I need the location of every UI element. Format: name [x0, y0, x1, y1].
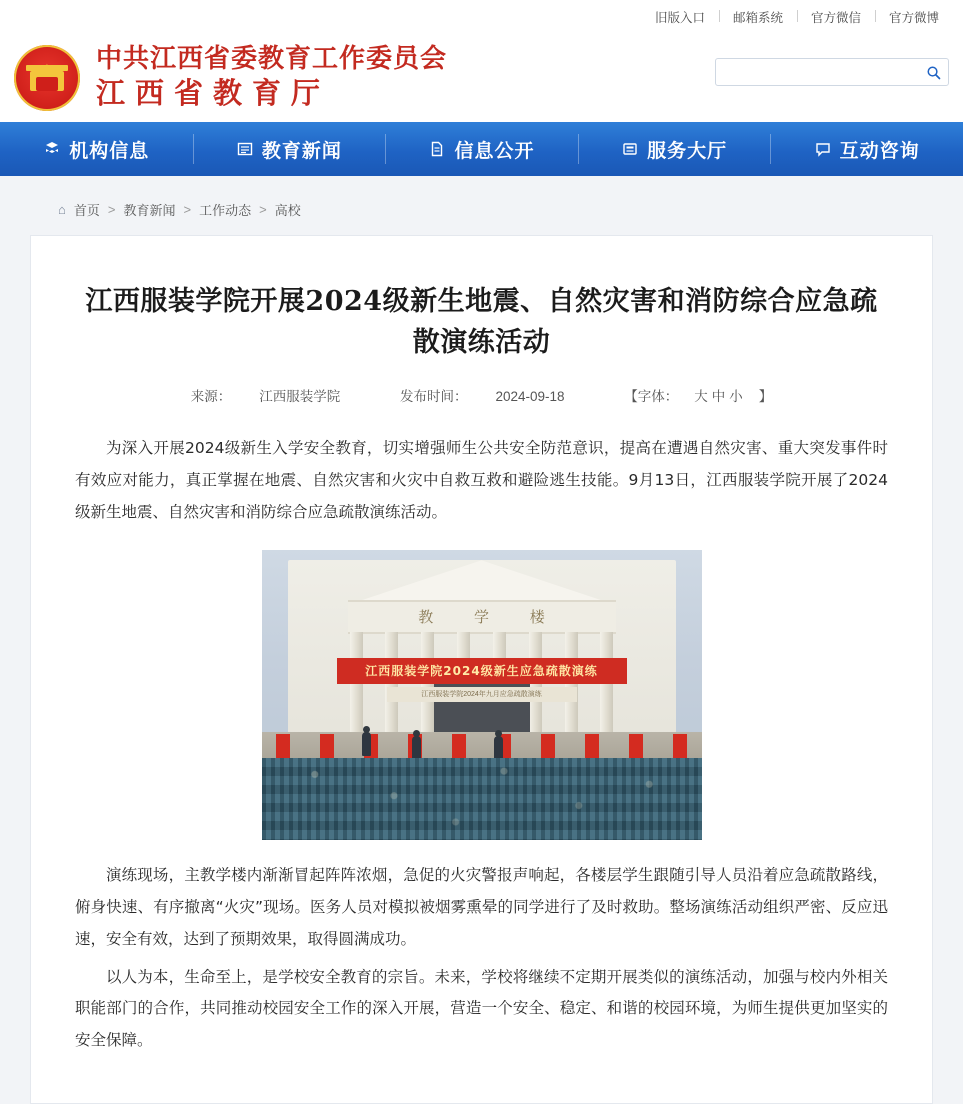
- article-paragraph: 为深入开展2024级新生入学安全教育，切实增强师生公共安全防范意识，提高在遭遇自然灾害、重大突发事件时有效应对能力，真正掌握在地震、自然灾害和火灾中自救互救和避险逃生技能。9月13日，江西服装学院开展了2024级新生地震、自然灾害和消防综合应急疏散演练活动。: [75, 439, 888, 521]
- article-container: [30, 235, 933, 1104]
- main-navigation: [0, 122, 963, 176]
- site-title-secondary: 江西省教育厅: [96, 76, 331, 111]
- breadcrumb-item-work-updates[interactable]: 工作动态: [199, 203, 252, 218]
- nav-item-education-news[interactable]: [193, 122, 386, 176]
- photo-person: [494, 736, 503, 760]
- article-body: [75, 433, 888, 1057]
- chat-icon: [814, 140, 832, 158]
- service-icon: [621, 140, 639, 158]
- photo-building: [288, 560, 676, 745]
- news-icon: [236, 140, 254, 158]
- search-button[interactable]: [918, 60, 948, 84]
- content-wrapper: [30, 176, 933, 1104]
- nav-label: 教育新闻: [261, 139, 342, 162]
- topbar-link-official-wechat[interactable]: 官方微信: [797, 8, 875, 26]
- photo-sub-banner: 江西服装学院2024年九月应急疏散演练: [387, 687, 577, 702]
- photo-person: [362, 732, 371, 756]
- page-content: [0, 176, 963, 1104]
- nav-label: 信息公开: [454, 139, 535, 162]
- topbar-link-official-weibo[interactable]: 官方微博: [875, 8, 953, 26]
- nav-item-info-disclosure[interactable]: [385, 122, 578, 176]
- page-title: 江西服装学院开展2024级新生地震、自然灾害和消防综合应急疏散演练活动: [85, 286, 878, 358]
- breadcrumb-item-home[interactable]: 首页: [73, 203, 100, 218]
- document-icon: [428, 140, 446, 158]
- photo-building-sign: 教 学 楼: [348, 600, 616, 634]
- photo-pediment: [362, 560, 602, 600]
- site-title-block: [96, 43, 447, 113]
- article-source-label: 来源：: [190, 389, 232, 404]
- font-size-label: 【字体：: [624, 389, 679, 404]
- article-publish-time: [386, 389, 579, 404]
- font-size-switcher: [610, 389, 786, 404]
- nav-label: 机构信息: [69, 139, 150, 162]
- article-publish-label: 发布时间：: [399, 389, 468, 404]
- top-utility-bar: [0, 0, 963, 34]
- font-size-suffix: 】: [758, 389, 773, 404]
- breadcrumb: [30, 176, 933, 235]
- article-publish-value: 2024-09-18: [495, 389, 565, 404]
- article-meta: [75, 385, 888, 405]
- breadcrumb-separator: >: [259, 202, 267, 217]
- breadcrumb-item-education-news[interactable]: 教育新闻: [123, 203, 176, 218]
- article-paragraph: 以人为本，生命至上，是学校安全教育的宗旨。未来，学校将继续不定期开展类似的演练活动，加强与校内外相关职能部门的合作，共同推动校园安全工作的深入开展，营造一个安全、稳定、和谐的校园环境，为师生提供更加坚实的安全保障。: [75, 967, 888, 1050]
- nav-item-service-hall[interactable]: [578, 122, 771, 176]
- photo-student-crowd: [262, 758, 702, 840]
- topbar-link-old-version[interactable]: 旧版入口: [654, 11, 705, 25]
- breadcrumb-separator: >: [107, 202, 116, 217]
- site-title-primary: 中共江西省委教育工作委员会: [96, 43, 448, 74]
- search-icon: [926, 65, 941, 80]
- photo-person: [412, 736, 421, 760]
- article-source: [177, 389, 355, 404]
- home-icon: ⌂: [58, 202, 66, 217]
- search-box[interactable]: [715, 58, 949, 86]
- article-source-value: 江西服装学院: [259, 389, 341, 404]
- font-size-small[interactable]: 小: [729, 389, 743, 404]
- site-header: [0, 34, 963, 122]
- emblem-gate-shape: [30, 71, 64, 91]
- nav-item-org-info[interactable]: [0, 122, 193, 176]
- photo-red-banner: 江西服装学院2024级新生应急疏散演练: [337, 658, 627, 684]
- nav-label: 服务大厅: [647, 139, 728, 162]
- breadcrumb-separator: >: [183, 202, 192, 217]
- article-paragraph: 演练现场，主教学楼内渐渐冒起阵阵浓烟，急促的火灾警报声响起，各楼层学生跟随引导人员沿着应急疏散路线，俯身快速、有序撤离“火灾”现场。医务人员对模拟被烟雾熏晕的同学进行了及时救助。整场演练活动组织严密、反应迅速，安全有效，达到了预期效果，取得圆满成功。: [75, 866, 888, 948]
- nav-item-interactive-consult[interactable]: [770, 122, 963, 176]
- national-emblem-icon: [14, 45, 80, 111]
- breadcrumb-item-universities[interactable]: 高校: [274, 203, 301, 218]
- evacuation-drill-photo: [262, 550, 702, 840]
- nav-label: 互动咨询: [839, 139, 920, 162]
- org-icon: [43, 140, 61, 158]
- search-input[interactable]: [716, 60, 918, 84]
- font-size-medium[interactable]: 中: [711, 389, 726, 404]
- topbar-link-mail-system[interactable]: 邮箱系统: [719, 8, 797, 26]
- font-size-large[interactable]: 大: [694, 389, 708, 404]
